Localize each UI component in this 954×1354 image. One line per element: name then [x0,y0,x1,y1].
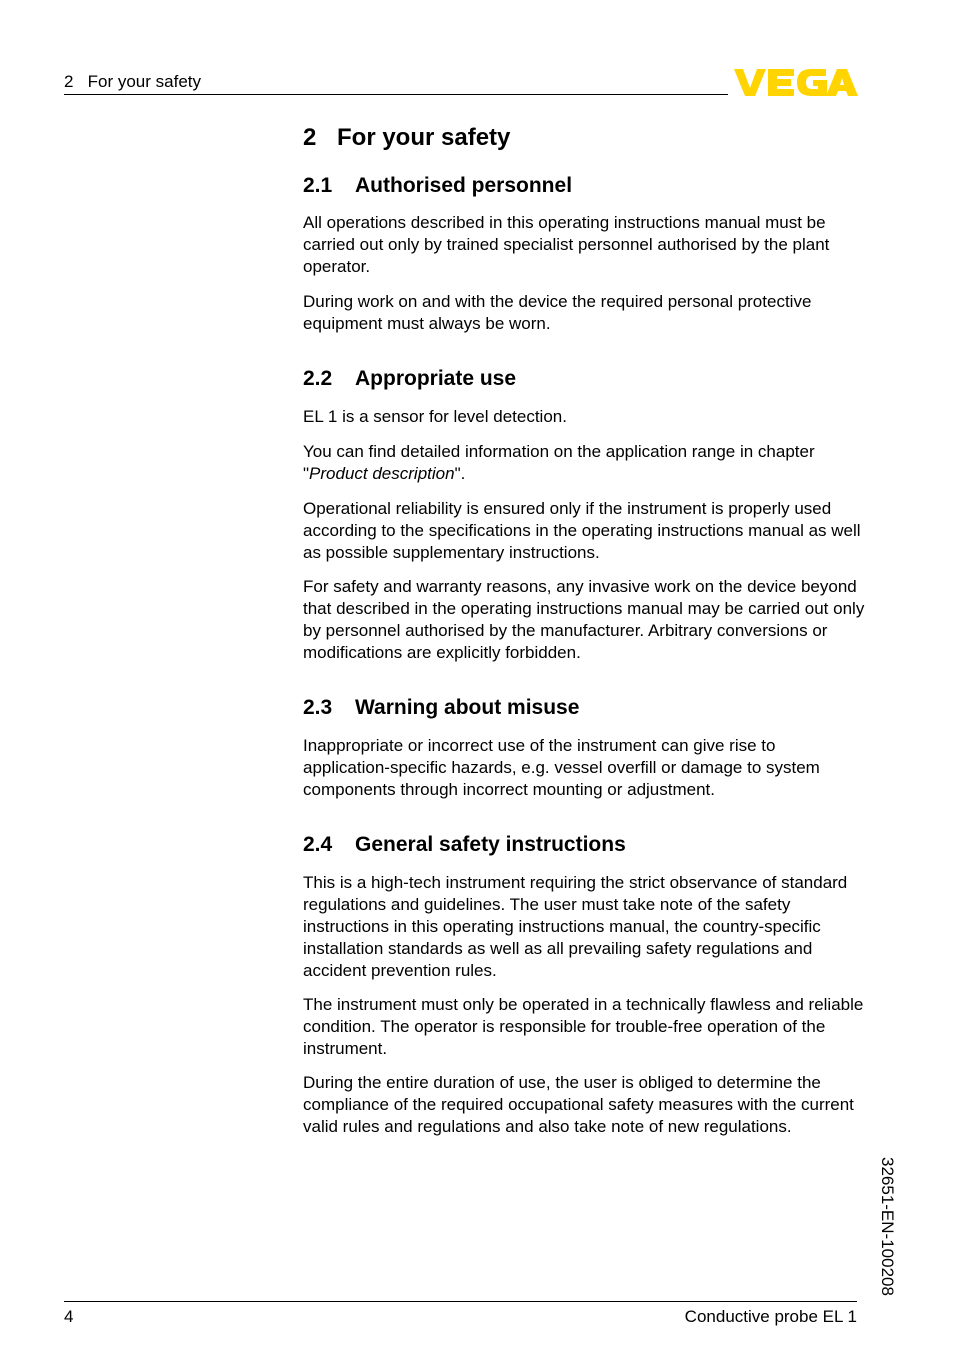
paragraph: During work on and with the device the required personal protective equipment must always be worn. [303,292,812,333]
section-number: 2.1 [303,174,333,197]
section-title: Appropriate use [355,367,517,390]
section-heading-2-4 [303,830,626,860]
section-number: 2.3 [303,696,333,719]
header-rule [64,94,728,95]
chapter-heading [303,121,510,155]
section-heading-2-1 [303,171,572,201]
section-heading-2-2 [303,364,516,394]
vega-logo [734,66,858,98]
paragraph: During the entire duration of use, the user is obliged to determine the compliance of the required occupational safety measures with the current valid rules and regulations and also take note of new regulations. [303,1073,854,1136]
footer-rule [64,1301,857,1302]
paragraph: EL 1 is a sensor for level detection. [303,407,567,426]
paragraph: Operational reliability is ensured only if the instrument is properly used according to the specifications in the operating instructions manual as well as possible supplementary instructions. [303,499,861,562]
section-title: Authorised personnel [355,174,573,197]
paragraph: This is a high-tech instrument requiring the strict observance of standard regulations and guidelines. The user must take note of the safety instructions in this operating instructions manual, the country-specific installation standards as well as all prevailing safety regulations and accident prevention rules. [303,873,848,980]
running-head: 2 For your safety [64,72,201,91]
section-number: 2.2 [303,367,333,390]
section-title: General safety instructions [355,833,626,856]
chapter-number: 2 [303,124,317,151]
page-number: 4 [64,1307,74,1326]
document-code: 32651-EN-100208 [878,1157,897,1296]
paragraph-with-reference: You can find detailed information on the application range in chapter "Product description". [303,442,815,483]
paragraph: All operations described in this operating instructions manual must be carried out only by trained specialist personnel authorised by the plant operator. [303,213,830,276]
paragraph: The instrument must only be operated in a technically flawless and reliable condition. The operator is responsible for trouble-free operation of the instrument. [303,995,864,1058]
paragraph: Inappropriate or incorrect use of the instrument can give rise to application-specific hazards, e.g. vessel overfill or damage to system components through incorrect mounting or adjustment. [303,736,820,799]
paragraph: For safety and warranty reasons, any invasive work on the device beyond that described in the operating instructions manual may be carried out only by personnel authorised by the manufacturer. Arbitrary conversions or modifications are explicitly forbidden. [303,577,865,662]
section-heading-2-3 [303,693,579,723]
document-title: Conductive probe EL 1 [684,1307,857,1326]
chapter-reference: Product description [309,463,455,483]
section-title: Warning about misuse [355,696,580,719]
section-number: 2.4 [303,833,333,856]
chapter-title: For your safety [337,124,511,151]
